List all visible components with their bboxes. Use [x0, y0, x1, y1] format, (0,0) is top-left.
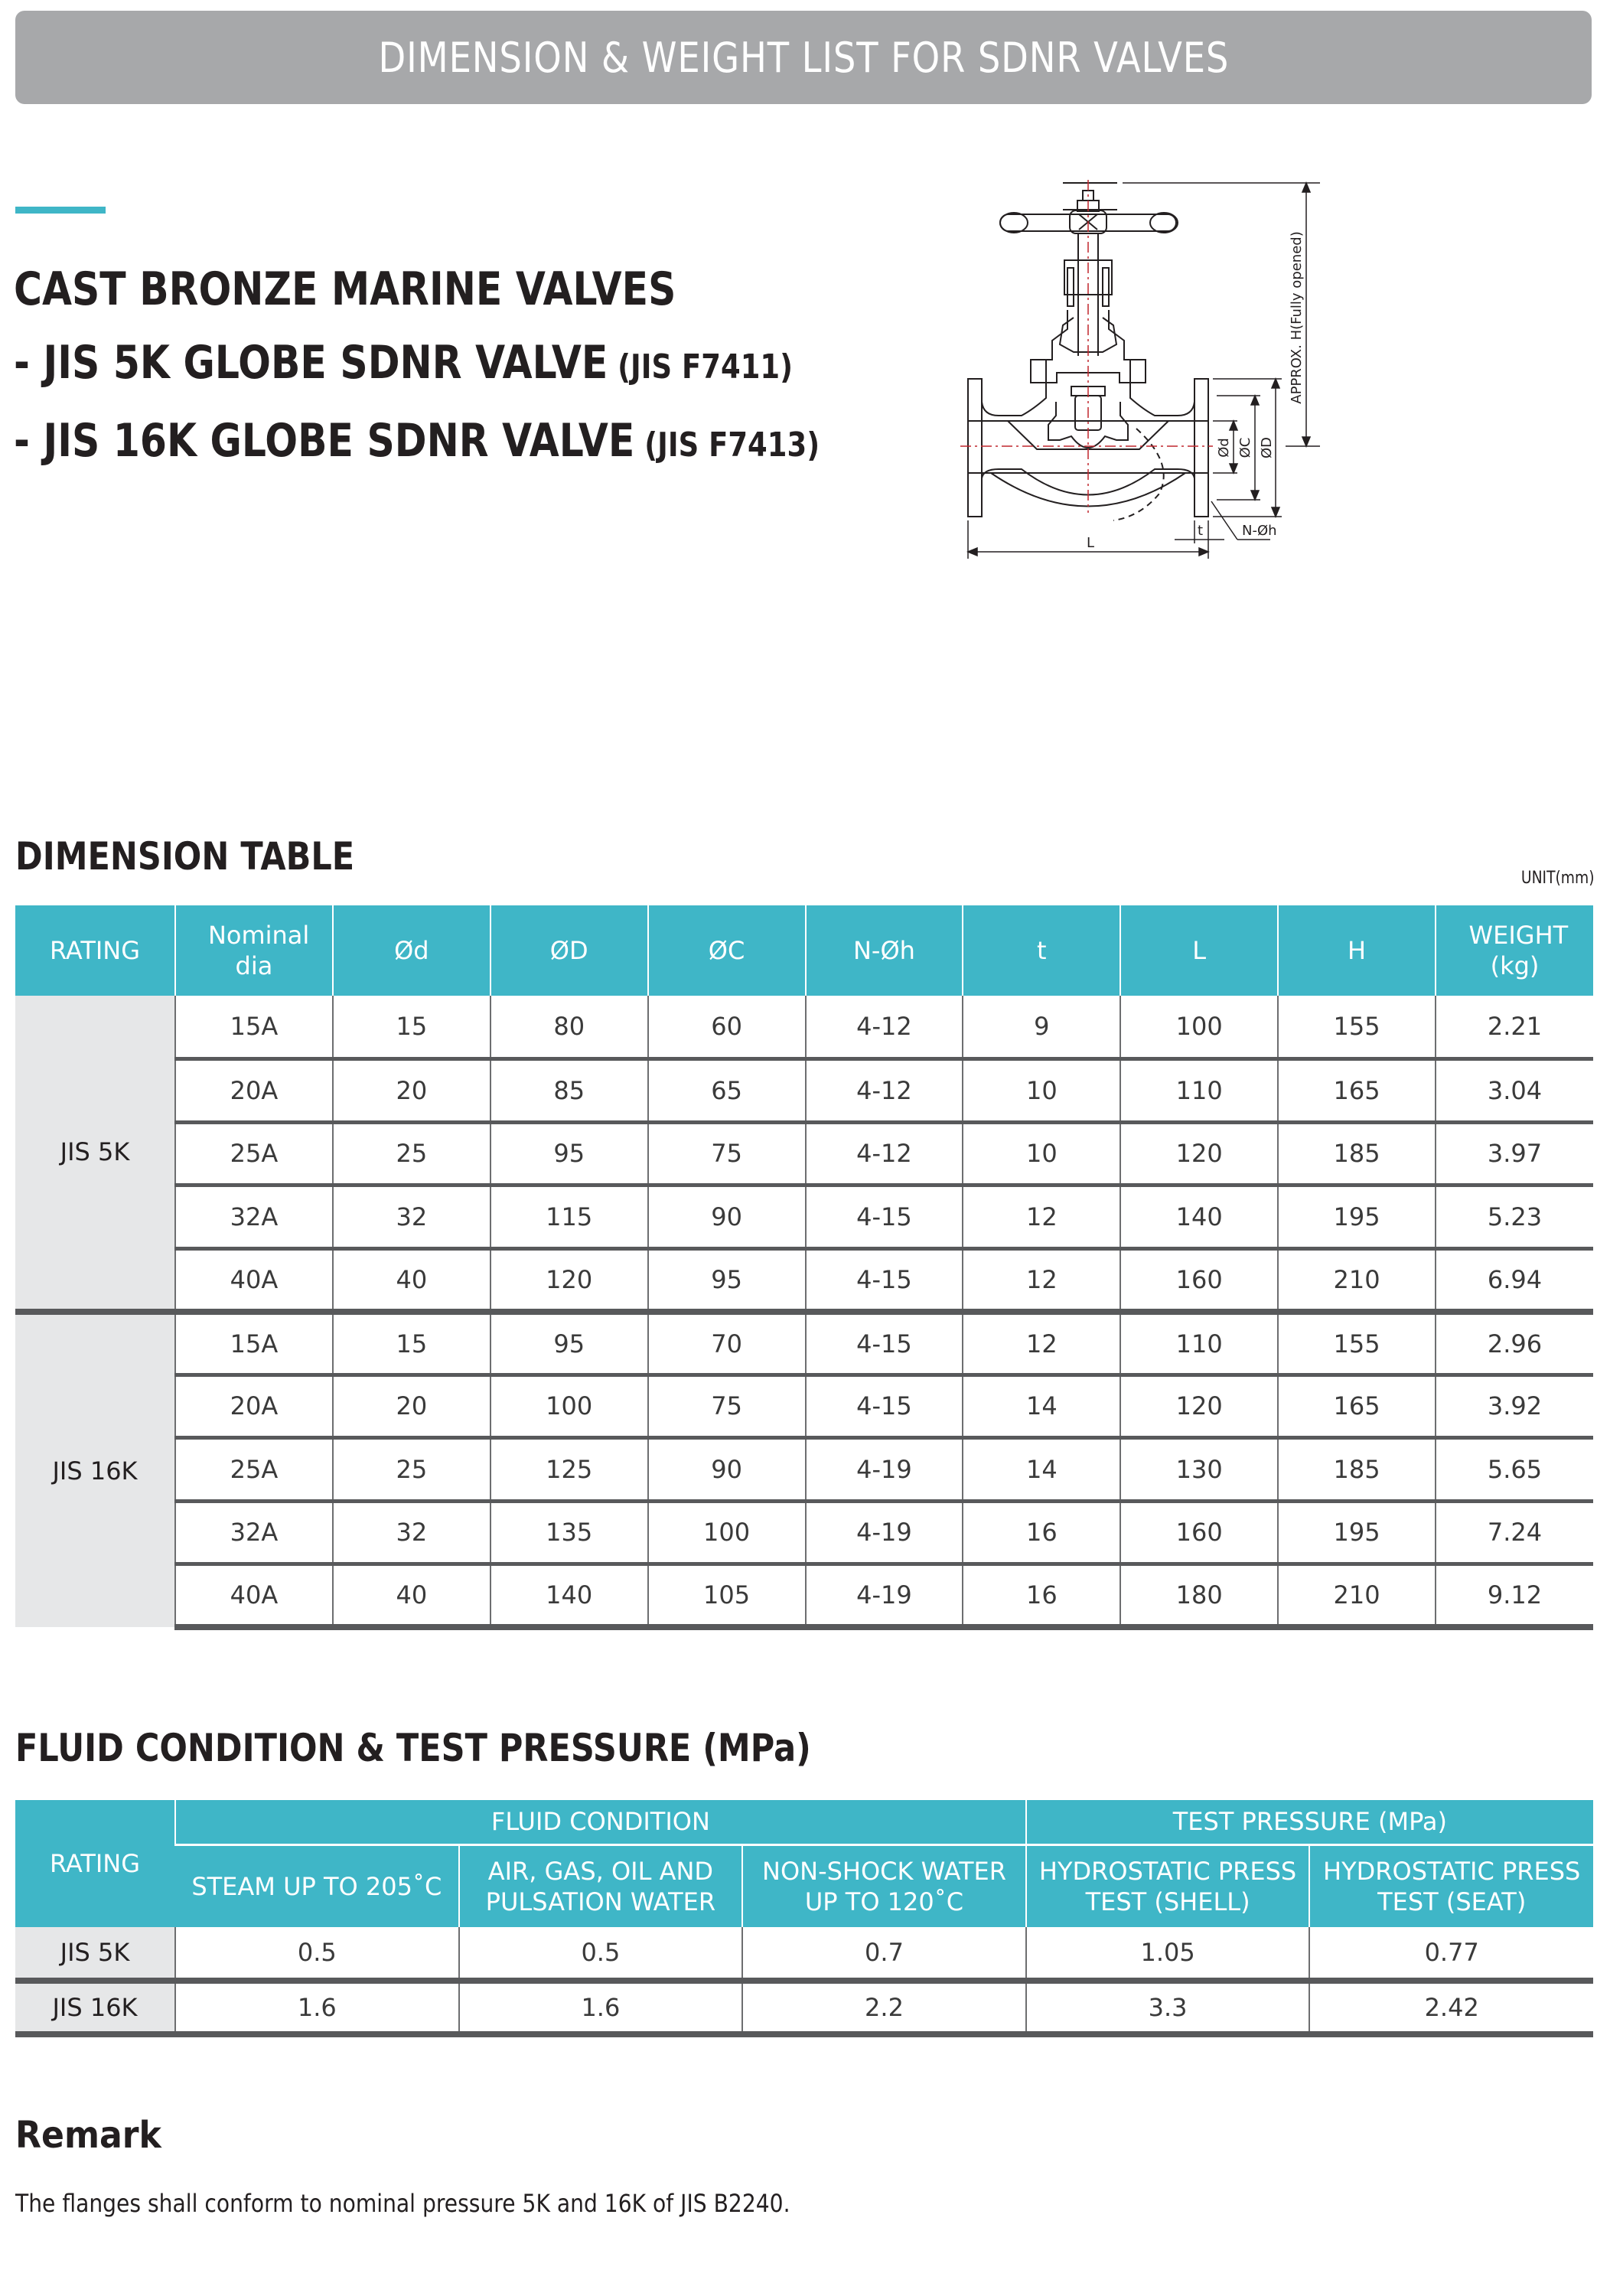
cell-bore: 40 [333, 1248, 490, 1312]
label-thickness: t [1198, 523, 1204, 539]
table-row [15, 1981, 1593, 2034]
cell-height: 195 [1278, 1186, 1436, 1249]
cell-nominal-dia: 20A [175, 1059, 333, 1123]
cell-holes: 4-19 [806, 1501, 963, 1564]
cell-pcd: 90 [648, 1186, 806, 1249]
cell-pcd: 105 [648, 1564, 806, 1628]
cell-pcd: 60 [648, 996, 806, 1059]
rating-cell: JIS 16K [15, 1981, 175, 2034]
fluid-subheader-line: AIR, GAS, OIL AND [487, 1856, 714, 1886]
cell-pcd: 75 [648, 1375, 806, 1438]
heading-jis5k-standard: (JIS F7411) [608, 347, 794, 386]
table-row [15, 1059, 1593, 1123]
cell-steam: 0.5 [175, 1927, 459, 1981]
cell-hydrostatic-seat: 2.42 [1309, 1981, 1593, 2034]
cell-weight: 5.23 [1436, 1186, 1593, 1249]
fluid-subheader-hydrostatic-shell [1026, 1844, 1310, 1927]
cell-holes: 4-15 [806, 1375, 963, 1438]
header-weight: WEIGHT (kg) [1436, 905, 1593, 996]
heading-jis16k-standard: (JIS F7413) [634, 426, 820, 465]
cell-bore: 40 [333, 1564, 490, 1628]
cell-flange-od: 125 [490, 1438, 648, 1502]
cell-flange-od: 120 [490, 1248, 648, 1312]
table-row [15, 1375, 1593, 1438]
cell-nominal-dia: 40A [175, 1248, 333, 1312]
cell-length: 110 [1120, 1312, 1278, 1375]
table-row [15, 1186, 1593, 1249]
handwheel-icon [1000, 191, 1178, 233]
cell-holes: 4-15 [806, 1186, 963, 1249]
label-flange-od: ØD [1259, 436, 1275, 459]
fluid-condition-table [15, 1800, 1593, 2037]
cell-thickness: 16 [963, 1564, 1120, 1628]
accent-bar [15, 207, 106, 214]
cell-air-gas-oil: 0.5 [459, 1927, 743, 1981]
cell-nominal-dia: 32A [175, 1501, 333, 1564]
cell-flange-od: 135 [490, 1501, 648, 1564]
header-holes: N-Øh [806, 905, 963, 996]
rating-cell: JIS 16K [15, 1312, 175, 1628]
fluid-subheader-steam [175, 1844, 459, 1927]
header-nominal-dia: Nominal dia [175, 905, 333, 996]
cell-length: 100 [1120, 996, 1278, 1059]
cell-pcd: 65 [648, 1059, 806, 1123]
table-row [15, 1501, 1593, 1564]
header-length: L [1120, 905, 1278, 996]
cell-weight: 3.92 [1436, 1375, 1593, 1438]
cell-length: 110 [1120, 1059, 1278, 1123]
banner-title: DIMENSION & WEIGHT LIST FOR SDNR VALVES [378, 33, 1229, 82]
cell-weight: 5.65 [1436, 1438, 1593, 1502]
table-row [15, 1312, 1593, 1375]
header-flange-od: ØD [490, 905, 648, 996]
fluid-subheader-air-gas-oil [459, 1844, 743, 1927]
dimension-table-header [15, 905, 1593, 996]
cell-bore: 32 [333, 1186, 490, 1249]
cell-nominal-dia: 20A [175, 1375, 333, 1438]
rating-cell: JIS 5K [15, 1927, 175, 1981]
cell-bore: 32 [333, 1501, 490, 1564]
dimension-table-title: DIMENSION TABLE [15, 834, 355, 879]
cell-flange-od: 80 [490, 996, 648, 1059]
cell-bore: 20 [333, 1059, 490, 1123]
cell-nominal-dia: 32A [175, 1186, 333, 1249]
label-height: APPROX. H(Fully opened) [1289, 231, 1305, 404]
unit-label: UNIT(mm) [1521, 869, 1595, 888]
cell-nominal-dia: 25A [175, 1438, 333, 1502]
cell-weight: 6.94 [1436, 1248, 1593, 1312]
heading-line-1 [14, 253, 820, 326]
table-row [15, 996, 1593, 1059]
cell-length: 180 [1120, 1564, 1278, 1628]
cell-holes: 4-19 [806, 1438, 963, 1502]
label-length: L [1087, 535, 1095, 551]
fluid-subheader-line: HYDROSTATIC PRESS [1038, 1856, 1297, 1886]
valve-technical-drawing [960, 172, 1607, 846]
cell-pcd: 75 [648, 1122, 806, 1186]
cell-length: 140 [1120, 1186, 1278, 1249]
fluid-subheader-line: NON-SHOCK WATER [762, 1856, 1006, 1886]
cell-holes: 4-12 [806, 996, 963, 1059]
table-row [15, 1438, 1593, 1502]
cell-flange-od: 115 [490, 1186, 648, 1249]
heading-jis16k: - JIS 16K GLOBE SDNR VALVE [14, 414, 635, 468]
fluid-subheader-line: TEST (SHELL) [1085, 1887, 1250, 1916]
heading-line-3 [14, 404, 820, 482]
cell-flange-od: 85 [490, 1059, 648, 1123]
fluid-subheader-hydrostatic-seat [1309, 1844, 1593, 1927]
table-row [15, 1564, 1593, 1628]
fluid-header-rating: RATING [15, 1800, 175, 1927]
fluid-table-title: FLUID CONDITION & TEST PRESSURE (MPa) [15, 1726, 811, 1770]
cell-hydrostatic-shell: 3.3 [1026, 1981, 1310, 2034]
fluid-subheader-line: STEAM UP TO 205˚C [191, 1871, 442, 1901]
header-pcd: ØC [648, 905, 806, 996]
cell-weight: 3.04 [1436, 1059, 1593, 1123]
cell-weight: 7.24 [1436, 1501, 1593, 1564]
cell-nominal-dia: 40A [175, 1564, 333, 1628]
cell-steam: 1.6 [175, 1981, 459, 2034]
cell-non-shock-water: 0.7 [742, 1927, 1026, 1981]
remark-title: Remark [15, 2114, 161, 2157]
heading-line-2 [14, 326, 820, 404]
label-holes: N-Øh [1242, 523, 1277, 539]
cell-length: 130 [1120, 1438, 1278, 1502]
cell-nominal-dia: 25A [175, 1122, 333, 1186]
cell-pcd: 95 [648, 1248, 806, 1312]
cell-length: 160 [1120, 1248, 1278, 1312]
cell-thickness: 14 [963, 1438, 1120, 1502]
cell-height: 165 [1278, 1059, 1436, 1123]
fluid-subheader-non-shock-water [742, 1844, 1026, 1927]
rating-cell: JIS 5K [15, 996, 175, 1312]
cell-bore: 25 [333, 1122, 490, 1186]
cell-bore: 15 [333, 1312, 490, 1375]
cell-length: 120 [1120, 1122, 1278, 1186]
cell-length: 120 [1120, 1375, 1278, 1438]
remark-text: The flanges shall conform to nominal pressure 5K and 16K of JIS B2240. [15, 2189, 790, 2218]
heading-main-title: CAST BRONZE MARINE VALVES [14, 263, 676, 316]
cell-bore: 15 [333, 996, 490, 1059]
header-bore: Ød [333, 905, 490, 996]
cell-pcd: 70 [648, 1312, 806, 1375]
cell-height: 195 [1278, 1501, 1436, 1564]
cell-nominal-dia: 15A [175, 1312, 333, 1375]
header-thickness: t [963, 905, 1120, 996]
cell-thickness: 12 [963, 1312, 1120, 1375]
cell-air-gas-oil: 1.6 [459, 1981, 743, 2034]
header-height: H [1278, 905, 1436, 996]
cell-holes: 4-12 [806, 1059, 963, 1123]
cell-holes: 4-15 [806, 1248, 963, 1312]
label-bore: Ød [1216, 438, 1232, 458]
cell-holes: 4-15 [806, 1312, 963, 1375]
cell-flange-od: 95 [490, 1312, 648, 1375]
heading-jis5k: - JIS 5K GLOBE SDNR VALVE [14, 336, 608, 390]
cell-thickness: 14 [963, 1375, 1120, 1438]
cell-height: 185 [1278, 1438, 1436, 1502]
fluid-header-test-pressure: TEST PRESSURE (MPa) [1026, 1800, 1593, 1844]
cell-height: 165 [1278, 1375, 1436, 1438]
product-heading [14, 253, 973, 482]
cell-hydrostatic-seat: 0.77 [1309, 1927, 1593, 1981]
fluid-subheader-line: HYDROSTATIC PRESS [1323, 1856, 1581, 1886]
cell-flange-od: 100 [490, 1375, 648, 1438]
cell-thickness: 9 [963, 996, 1120, 1059]
label-pcd: ØC [1237, 437, 1253, 458]
table-row [15, 1248, 1593, 1312]
table-row [15, 1122, 1593, 1186]
cell-non-shock-water: 2.2 [742, 1981, 1026, 2034]
cell-holes: 4-12 [806, 1122, 963, 1186]
header-rating: RATING [15, 905, 175, 996]
cell-weight: 3.97 [1436, 1122, 1593, 1186]
cell-bore: 25 [333, 1438, 490, 1502]
cell-thickness: 16 [963, 1501, 1120, 1564]
cell-height: 155 [1278, 996, 1436, 1059]
fluid-subheader-line: UP TO 120˚C [804, 1887, 964, 1916]
cell-length: 160 [1120, 1501, 1278, 1564]
fluid-header-fluid-condition: FLUID CONDITION [175, 1800, 1026, 1844]
cell-height: 210 [1278, 1564, 1436, 1628]
cell-weight: 2.96 [1436, 1312, 1593, 1375]
table-row [15, 1927, 1593, 1981]
fluid-subheader-line: TEST (SEAT) [1377, 1887, 1527, 1916]
cell-pcd: 100 [648, 1501, 806, 1564]
cell-height: 210 [1278, 1248, 1436, 1312]
cell-pcd: 90 [648, 1438, 806, 1502]
fluid-subheader-line: PULSATION WATER [485, 1887, 716, 1916]
dimension-table [15, 905, 1593, 1630]
cell-weight: 2.21 [1436, 996, 1593, 1059]
cell-height: 155 [1278, 1312, 1436, 1375]
cell-holes: 4-19 [806, 1564, 963, 1628]
page-banner [15, 11, 1592, 104]
cell-weight: 9.12 [1436, 1564, 1593, 1628]
cell-thickness: 12 [963, 1186, 1120, 1249]
cell-nominal-dia: 15A [175, 996, 333, 1059]
cell-thickness: 12 [963, 1248, 1120, 1312]
cell-flange-od: 95 [490, 1122, 648, 1186]
cell-flange-od: 140 [490, 1564, 648, 1628]
cell-height: 185 [1278, 1122, 1436, 1186]
cell-hydrostatic-shell: 1.05 [1026, 1927, 1310, 1981]
cell-bore: 20 [333, 1375, 490, 1438]
cell-thickness: 10 [963, 1059, 1120, 1123]
cell-thickness: 10 [963, 1122, 1120, 1186]
